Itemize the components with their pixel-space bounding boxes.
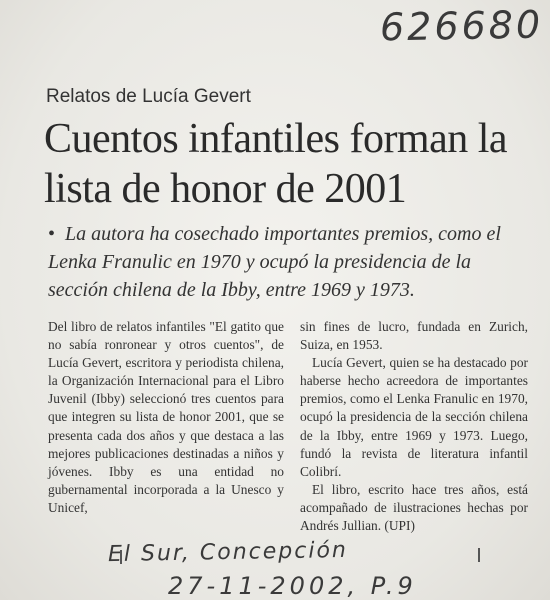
body-paragraph: Lucía Gevert, quien se ha destacado por haberse hecho acreedora de importantes premios, como el Lenka Franulic en 1970, ocupó la presidencia de la sección chilena de la Ibby, entre 1969 y 1973. Luego, fundó la revista de literatura infantil Colibrí. xyxy=(300,355,528,479)
pen-mark xyxy=(478,548,480,562)
body-paragraph: sin fines de lucro, fundada en Zurich, Suiza, en 1953. xyxy=(300,319,528,353)
handwritten-date: 27-11-2002, P.9 xyxy=(168,572,417,600)
body-paragraph: El libro, escrito hace tres años, está acompañado de ilustraciones hechas por Andrés Jullian. (UPI) xyxy=(300,481,528,534)
article-column-left xyxy=(48,318,284,517)
article-column-right xyxy=(300,318,528,535)
catalog-number: 626680 xyxy=(379,2,544,50)
handwritten-source: El Sur, Concepción xyxy=(107,537,349,568)
article-deck xyxy=(48,220,518,304)
deck-text: La autora ha cosechado importantes premios, como el Lenka Franulic en 1970 y ocupó la presidencia de la sección chilena de la Ibby, entre 1969 y 1973. xyxy=(48,223,501,301)
article-kicker: Relatos de Lucía Gevert xyxy=(46,86,251,107)
deck-bullet: • xyxy=(48,223,56,245)
article-headline: Cuentos infantiles forman la lista de honor de 2001 xyxy=(44,116,508,212)
body-paragraph: Del libro de relatos infantiles "El gatito que no sabía ronronear y otros cuentos", de Lucía Gevert, escritora y periodista chilena, la Organización Internacional para el Libro Juvenil (Ibby) seleccionó tres cuentos para que integren su lista de honor 2001, que se presenta cada dos años y que destaca a las mejores publicaciones destinadas a niños y jóvenes. Ibby es una entidad no gubernamental incorporada a la Unesco y Unicef, xyxy=(48,319,284,515)
